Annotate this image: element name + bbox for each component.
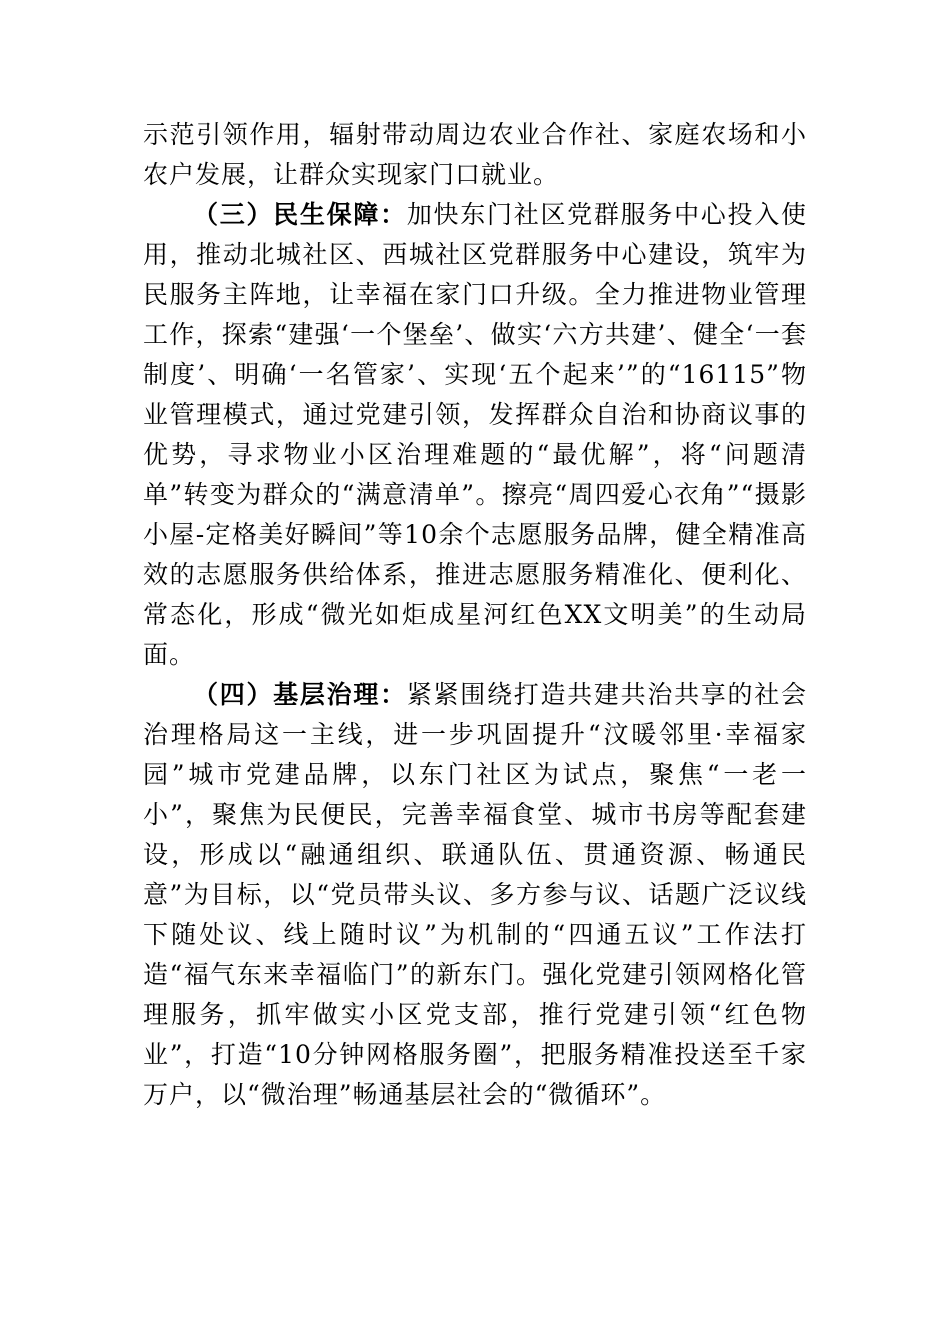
section-heading-livelihood: （三）民生保障：: [193, 200, 407, 229]
paragraph-livelihood: [143, 195, 807, 675]
paragraph-governance: [143, 675, 807, 1115]
paragraph-continuation: [143, 115, 807, 195]
paragraph-text: 加快东门社区党群服务中心投入使用，推动北城社区、西城社区党群服务中心建设，筑牢为民服务主阵地，让幸福在家门口升级。全力推进物业管理工作，探索“建强‘一个堡垒’、做实‘六方共建’、健全‘一套制度’、明确‘一名管家’、实现‘五个起来’”的“16115”物业管理模式，通过党建引领，发挥群众自治和协商议事的优势，寻求物业小区治理难题的“最优解”，将“问题清单”转变为群众的“满意清单”。擦亮“周四爱心衣角”“摄影小屋-定格美好瞬间”等10余个志愿服务品牌，健全精准高效的志愿服务供给体系，推进志愿服务精准化、便利化、常态化，形成“微光如炬成星河红色XX文明美”的生动局面。: [143, 200, 807, 669]
document-body: [143, 115, 807, 1115]
paragraph-text: 紧紧围绕打造共建共治共享的社会治理格局这一主线，进一步巩固提升“汶暖邻里·幸福家园”城市党建品牌，以东门社区为试点，聚焦“一老一小”，聚焦为民便民，完善幸福食堂、城市书房等配套建设，形成以“融通组织、联通队伍、贯通资源、畅通民意”为目标，以“党员带头议、多方参与议、话题广泛议线下随处议、线上随时议”为机制的“四通五议”工作法打造“福气东来幸福临门”的新东门。强化党建引领网格化管理服务，抓牢做实小区党支部，推行党建引领“红色物业”，打造“10分钟网格服务圈”，把服务精准投送至千家万户，以“微治理”畅通基层社会的“微循环”。: [143, 680, 807, 1109]
paragraph-text: 示范引领作用，辐射带动周边农业合作社、家庭农场和小农户发展，让群众实现家门口就业。: [143, 120, 807, 189]
section-heading-governance: （四）基层治理：: [193, 680, 407, 709]
